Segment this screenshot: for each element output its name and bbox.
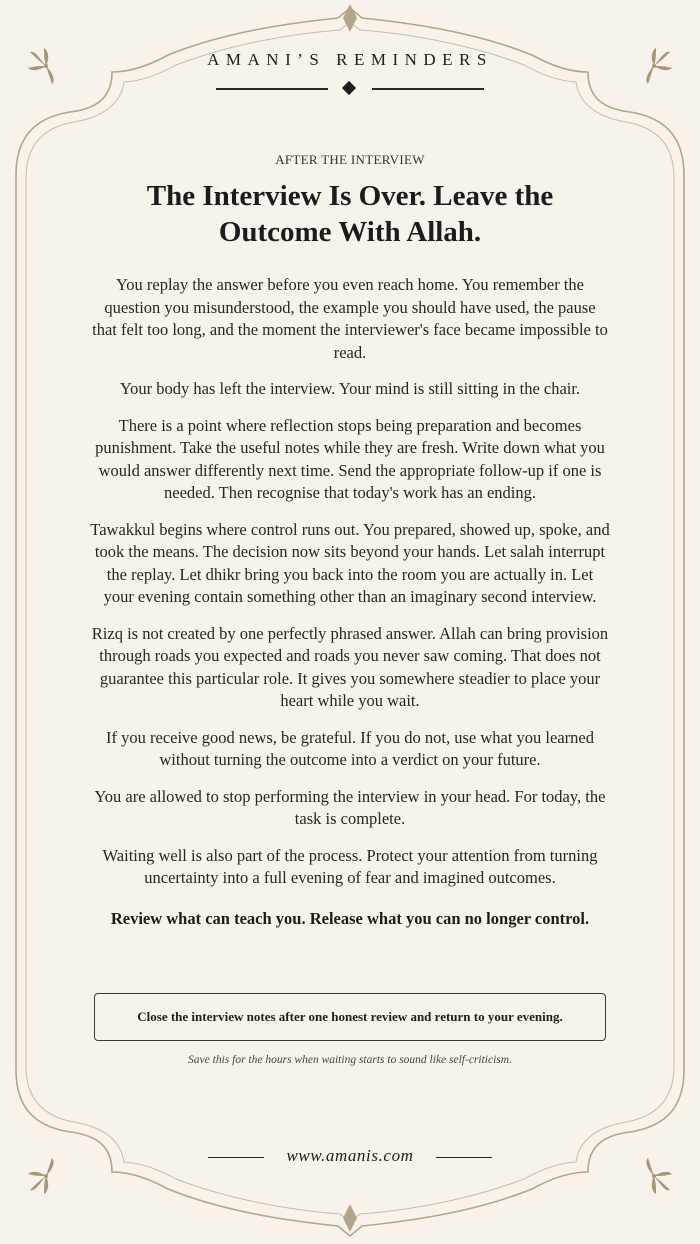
website-link[interactable]: www.amanis.com xyxy=(286,1146,414,1165)
article-title: The Interview Is Over. Leave the Outcome With Allah. xyxy=(146,180,554,248)
paragraph: Tawakkul begins where control runs out. You prepared, showed up, spoke, and took the means. The decision now sits beyond your hands. Let salah interrupt the replay. Let dhikr bring you back into the room you are actually in. Let your evening contain something other than an imaginary second interview. xyxy=(90,519,610,606)
article-kicker: AFTER THE INTERVIEW xyxy=(275,152,425,167)
emphasis-statement: Review what can teach you. Release what you can no longer control. xyxy=(110,908,590,928)
paragraph: If you receive good news, be grateful. If you do not, use what you learned without turning the outcome into a verdict on your future. xyxy=(106,727,594,769)
action-callout: Close the interview notes after one honest review and return to your evening. xyxy=(94,993,606,1041)
header-divider xyxy=(372,88,484,90)
brand-title: AMANI’S REMINDERS xyxy=(207,50,493,69)
article-body xyxy=(90,152,610,930)
paragraph: Your body has left the interview. Your mind is still sitting in the chair. xyxy=(119,379,581,398)
footer-divider xyxy=(436,1157,492,1158)
paragraph: You are allowed to stop performing the interview in your head. For today, the task is complete. xyxy=(94,786,606,828)
paragraph: You replay the answer before you even reach home. You remember the question you misunderstood, the example you should have used, the pause that felt too long, and the moment the interviewer's face became impossible to read. xyxy=(92,275,608,362)
header-divider xyxy=(216,88,328,90)
paragraph: Rizq is not created by one perfectly phrased answer. Allah can bring provision through roads you expected and roads you never saw coming. That does not guarantee this particular role. It gives you somewhere steadier to place your heart while you wait. xyxy=(91,623,609,710)
save-note: Save this for the hours when waiting starts to sound like self-criticism. xyxy=(188,1054,512,1066)
paragraph: Waiting well is also part of the process. Protect your attention from turning uncertainty into a full evening of fear and imagined outcomes. xyxy=(102,845,598,887)
paragraph: There is a point where reflection stops being preparation and becomes punishment. Take the useful notes while they are fresh. Write down what you would answer differently next time. Send the appropriate follow-up if one is needed. Then recognise that today's work has an ending. xyxy=(95,415,605,502)
